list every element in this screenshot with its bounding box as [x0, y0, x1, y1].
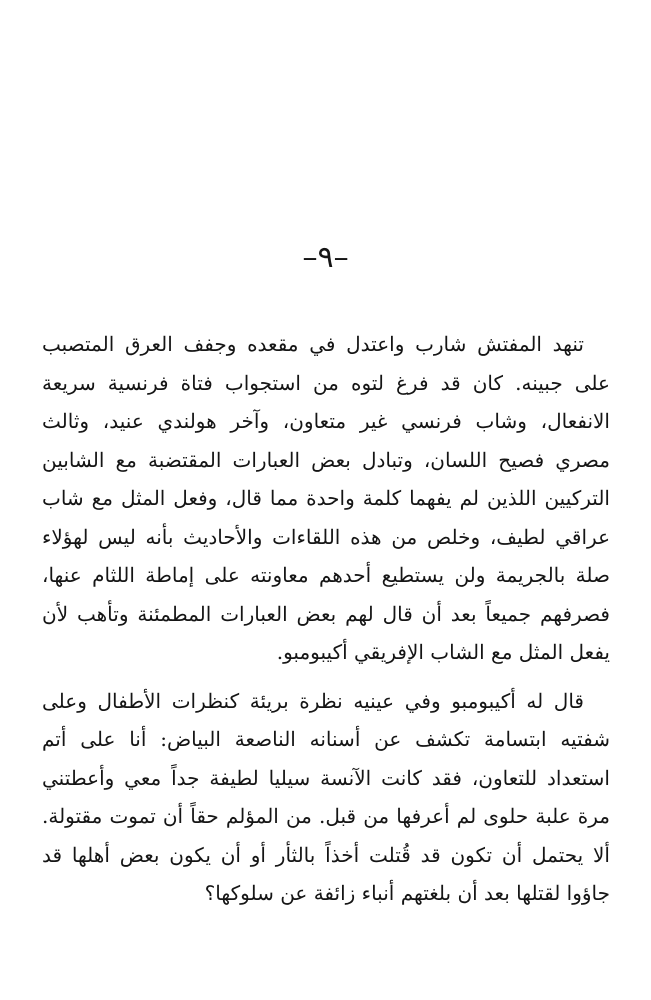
paragraph-1: تنهد المفتش شارب واعتدل في مقعده وجفف العرق المتصبب على جبينه. كان قد فرغ لتوه من استجواب فتاة فرنسية سريعة الانفعال، وشاب فرنسي غير متعاون، وآخر هولندي عنيد، وثالث مصري فصيح اللسان، وتبادل بعض العبارات المقتضبة مع الشابين التركيين اللذين لم يفهما كلمة واحدة مما قال، وفعل المثل مع شاب عراقي لطيف، وخلص من هذه اللقاءات والأحاديث بأنه ليس لهؤلاء صلة بالجريمة ولن يستطيع أحدهم معاونته على إماطة اللثام عنها، فصرفهم جميعاً بعد أن قال لهم بعض العبارات المطمئنة وتأهب لأن يفعل المثل مع الشاب الإفريقي أكيبومبو. [42, 332, 610, 664]
chapter-number: –٩– [302, 240, 349, 275]
chapter-body [42, 325, 610, 913]
paragraph-2: قال له أكيبومبو وفي عينيه نظرة بريئة كنظرات الأطفال وعلى شفتيه ابتسامة تكشف عن أسنانه الناصعة البياض: أنا على أتم استعداد للتعاون، فقد كانت الآنسة سيليا لطيفة جداً معي وأعطتني مرة علبة حلوى لم أعرفها من قبل. من المؤلم حقاً أن تموت مقتولة. ألا يحتمل أن تكون قد قُتلت أخذاً بالثأر أو أن يكون بعض أهلها قد جاؤوا لقتلها بعد أن بلغتهم أنباء زائفة عن سلوكها؟ [42, 688, 610, 905]
